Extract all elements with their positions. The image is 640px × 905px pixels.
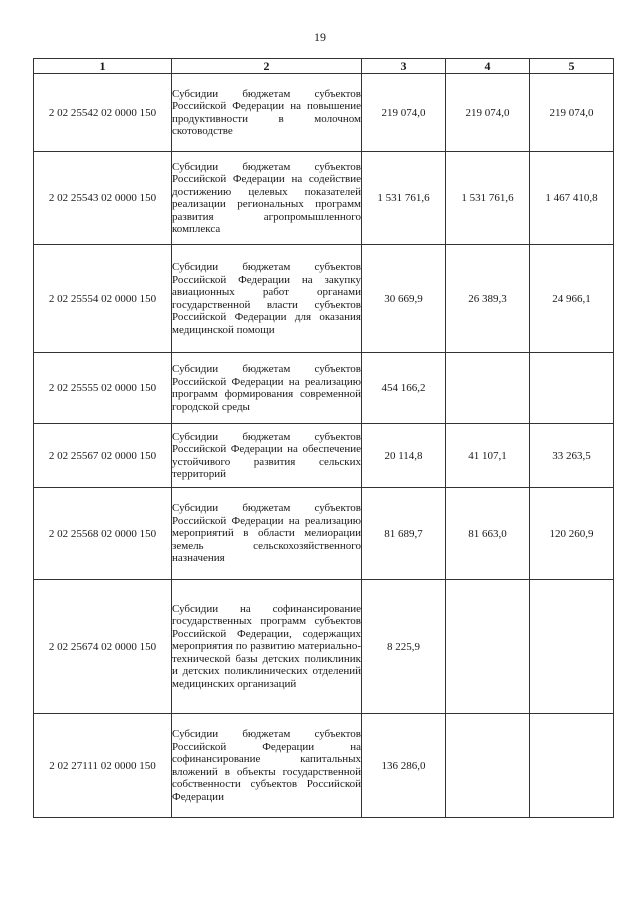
description-cell: Субсидии бюджетам субъектов Российской Федерации на обеспечение устойчивого развития сельских территорий: [172, 424, 362, 488]
description-cell: Субсидии бюджетам субъектов Российской Федерации на закупку авиационных работ органами государственной власти субъектов Российской Федерации для оказания медицинской помощи: [172, 245, 362, 353]
code-cell: 2 02 25555 02 0000 150: [34, 353, 172, 424]
table-row: [34, 353, 614, 424]
column-header-3: 3: [362, 59, 446, 74]
value-col5-cell: 1 467 410,8: [530, 152, 614, 245]
description-cell: Субсидии на софинансирование государственных программ субъектов Российской Федерации, содержащих мероприятия по развитию материально-технической базы детских поликлиник и детских поликлинических отделений медицинских организаций: [172, 580, 362, 714]
code-cell: 2 02 25542 02 0000 150: [34, 74, 172, 152]
table-row: [34, 424, 614, 488]
code-cell: 2 02 25567 02 0000 150: [34, 424, 172, 488]
column-header-4: 4: [446, 59, 530, 74]
table-row: [34, 74, 614, 152]
table-row: [34, 245, 614, 353]
header-row: [34, 59, 614, 74]
value-col4-cell: 41 107,1: [446, 424, 530, 488]
page-number: 19: [314, 30, 326, 44]
table-row: [34, 152, 614, 245]
code-cell: 2 02 25543 02 0000 150: [34, 152, 172, 245]
description-cell: Субсидии бюджетам субъектов Российской Федерации на повышение продуктивности в молочном скотоводстве: [172, 74, 362, 152]
description-cell: Субсидии бюджетам субъектов Российской Федерации на реализацию мероприятий в области мелиорации земель сельскохозяйственного назначения: [172, 488, 362, 580]
value-col5-cell: 24 966,1: [530, 245, 614, 353]
table-header: [34, 59, 614, 74]
table-row: [34, 580, 614, 714]
value-col3-cell: 136 286,0: [362, 714, 446, 818]
value-col5-cell: 33 263,5: [530, 424, 614, 488]
value-col4-cell: 26 389,3: [446, 245, 530, 353]
value-col3-cell: 20 114,8: [362, 424, 446, 488]
table-row: [34, 488, 614, 580]
column-header-5: 5: [530, 59, 614, 74]
value-col3-cell: 1 531 761,6: [362, 152, 446, 245]
code-cell: 2 02 25554 02 0000 150: [34, 245, 172, 353]
value-col3-cell: 8 225,9: [362, 580, 446, 714]
value-col5-cell: 219 074,0: [530, 74, 614, 152]
code-cell: 2 02 25674 02 0000 150: [34, 580, 172, 714]
code-cell: 2 02 25568 02 0000 150: [34, 488, 172, 580]
value-col4-cell: [446, 580, 530, 714]
value-col4-cell: 81 663,0: [446, 488, 530, 580]
value-col3-cell: 81 689,7: [362, 488, 446, 580]
value-col5-cell: [530, 714, 614, 818]
value-col4-cell: 219 074,0: [446, 74, 530, 152]
description-cell: Субсидии бюджетам субъектов Российской Федерации на софинансирование капитальных вложений в объекты государственной собственности субъектов Российской Федерации: [172, 714, 362, 818]
code-cell: 2 02 27111 02 0000 150: [34, 714, 172, 818]
value-col4-cell: [446, 353, 530, 424]
value-col3-cell: 219 074,0: [362, 74, 446, 152]
value-col3-cell: 454 166,2: [362, 353, 446, 424]
table-row: [34, 714, 614, 818]
table-body: [34, 74, 614, 818]
description-cell: Субсидии бюджетам субъектов Российской Федерации на реализацию программ формирования современной городской среды: [172, 353, 362, 424]
value-col4-cell: [446, 714, 530, 818]
value-col5-cell: [530, 353, 614, 424]
value-col3-cell: 30 669,9: [362, 245, 446, 353]
budget-table: [33, 58, 614, 818]
column-header-2: 2: [172, 59, 362, 74]
column-header-1: 1: [34, 59, 172, 74]
value-col4-cell: 1 531 761,6: [446, 152, 530, 245]
value-col5-cell: [530, 580, 614, 714]
description-cell: Субсидии бюджетам субъектов Российской Федерации на содействие достижению целевых показателей реализации региональных программ развития агропромышленного комплекса: [172, 152, 362, 245]
value-col5-cell: 120 260,9: [530, 488, 614, 580]
